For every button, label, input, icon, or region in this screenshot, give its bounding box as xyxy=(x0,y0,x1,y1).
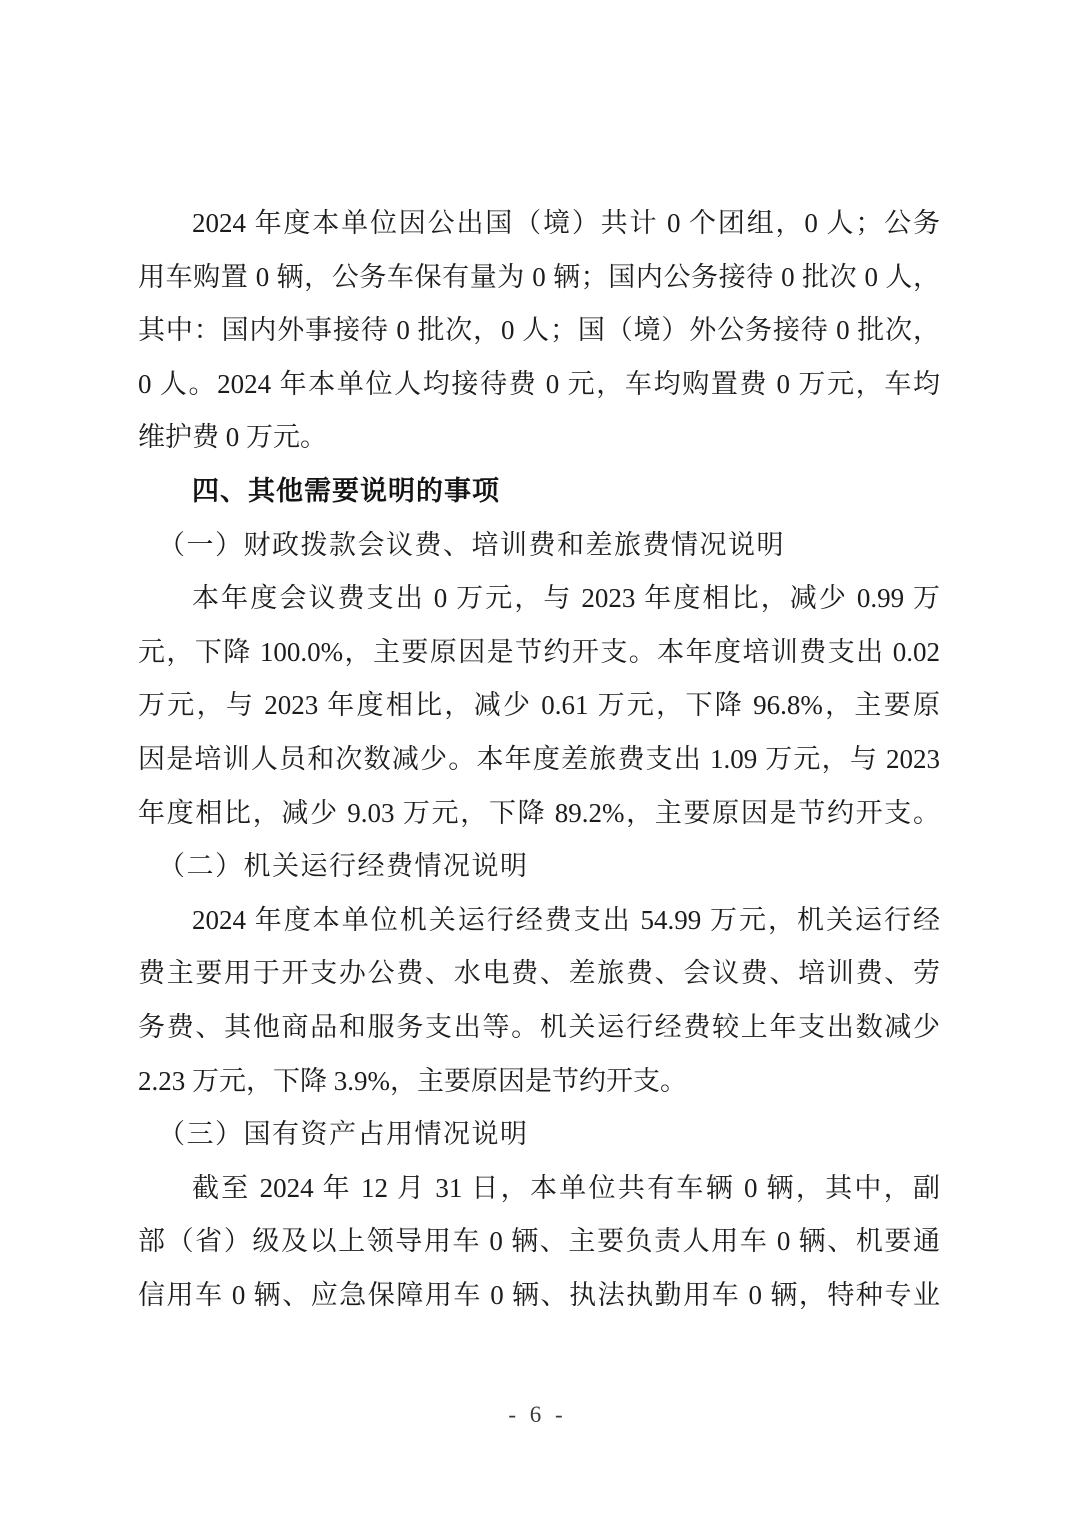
doc-line: 年度相比，减少 9.03 万元，下降 89.2%，主要原因是节约开支。 xyxy=(138,797,940,828)
doc-line: 因是培训人员和次数减少。本年度差旅费支出 1.09 万元，与 2023 xyxy=(138,743,940,774)
doc-line: 2024 年度本单位机关运行经费支出 54.99 万元，机关运行经 xyxy=(192,904,940,935)
subsection-heading: （一）财政拨款会议费、培训费和差旅费情况说明 xyxy=(158,529,785,560)
doc-line: 0 人。2024 年本单位人均接待费 0 元，车均购置费 0 万元，车均 xyxy=(138,368,940,399)
doc-line: 维护费 0 万元。 xyxy=(138,422,327,453)
doc-line: 本年度会议费支出 0 万元，与 2023 年度相比，减少 0.99 万 xyxy=(192,583,940,614)
doc-line: 务费、其他商品和服务支出等。机关运行经费较上年支出数减少 xyxy=(138,1011,940,1042)
doc-line: 2024 年度本单位因公出国（境）共计 0 个团组，0 人；公务 xyxy=(192,208,940,238)
doc-line: 费主要用于开支办公费、水电费、差旅费、会议费、培训费、劳 xyxy=(138,958,940,989)
subsection-heading: （二）机关运行经费情况说明 xyxy=(158,851,529,882)
doc-line: 元，下降 100.0%，主要原因是节约开支。本年度培训费支出 0.02 xyxy=(138,636,940,667)
document-body xyxy=(138,197,940,1322)
doc-line: 信用车 0 辆、应急保障用车 0 辆、执法执勤用车 0 辆，特种专业 xyxy=(138,1279,940,1310)
page-number: - 6 - xyxy=(508,1402,567,1427)
doc-line: 用车购置 0 辆，公务车保有量为 0 辆；国内公务接待 0 批次 0 人， xyxy=(138,261,940,292)
doc-line: 其中：国内外事接待 0 批次，0 人；国（境）外公务接待 0 批次， xyxy=(138,315,940,346)
doc-line: 部（省）级及以上领导用车 0 辆、主要负责人用车 0 辆、机要通 xyxy=(138,1226,940,1257)
subsection-heading: （三）国有资产占用情况说明 xyxy=(158,1119,529,1150)
doc-line: 截至 2024 年 12 月 31 日，本单位共有车辆 0 辆，其中，副 xyxy=(192,1172,940,1203)
section-heading: 四、其他需要说明的事项 xyxy=(192,475,500,506)
doc-line: 2.23 万元，下降 3.9%，主要原因是节约开支。 xyxy=(138,1065,687,1096)
doc-line: 万元，与 2023 年度相比，减少 0.61 万元，下降 96.8%，主要原 xyxy=(138,690,940,721)
